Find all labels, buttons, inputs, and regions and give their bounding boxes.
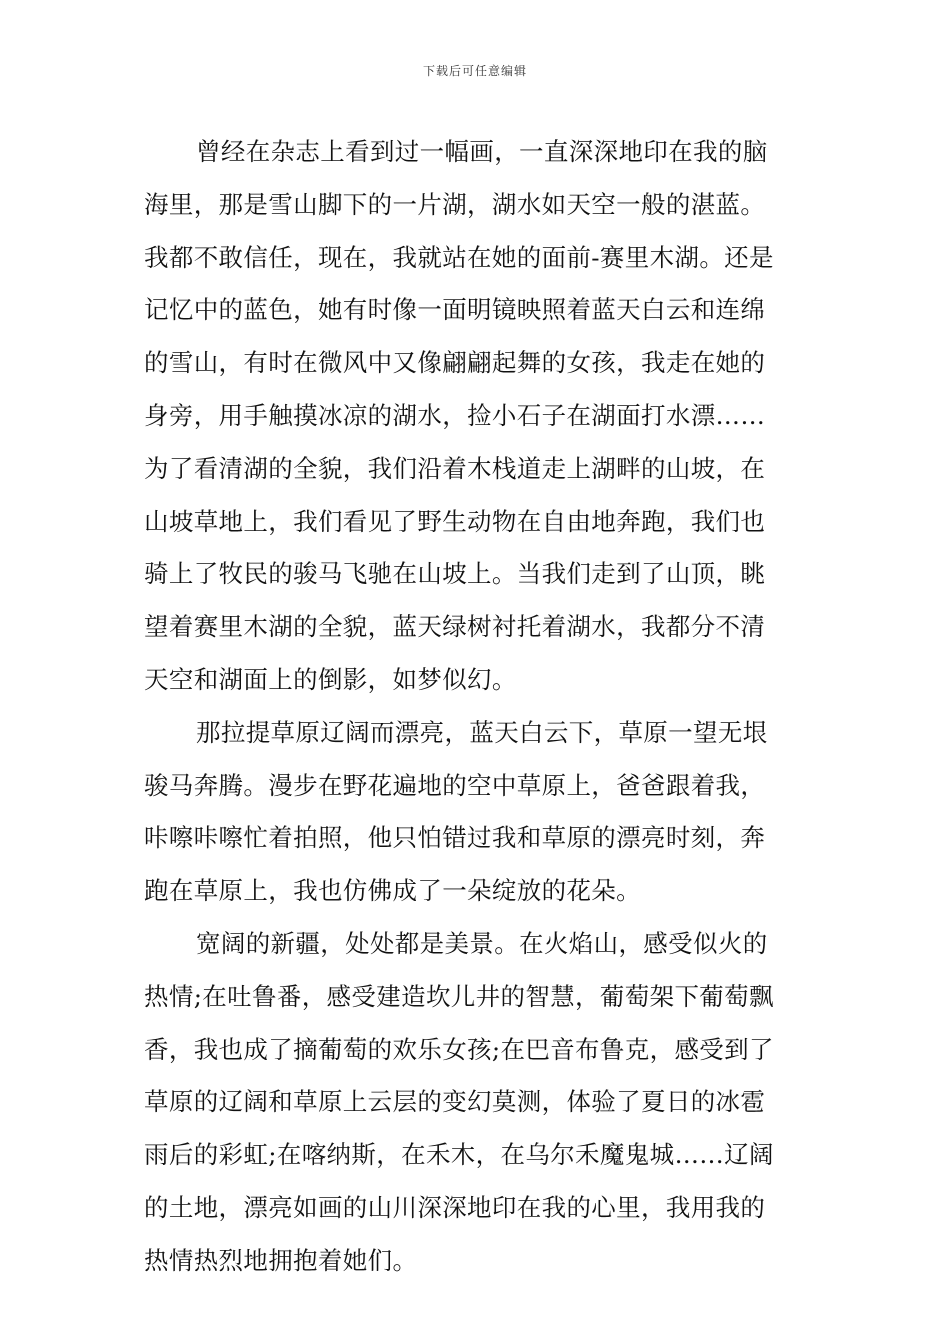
text-line: 跑在草原上，我也仿佛成了一朵绽放的花朵。 [144,876,641,906]
text-line: 天空和湖面上的倒影，如梦似幻。 [144,664,517,694]
paragraph-grassland [144,707,809,918]
paragraph-xinjiang [144,918,809,1288]
header-note: 下载后可任意编辑 [422,64,527,78]
paragraph-lake [144,126,809,707]
text-line: 宽阔的新疆，处处都是美景。在火焰山，感受似火的 [196,928,768,958]
text-line: 的土地，漂亮如画的山川深深地印在我的心里，我用我的 [144,1192,766,1222]
text-line: 望着赛里木湖的全貌，蓝天绿树衬托着湖水，我都分不清 [144,612,766,642]
text-line: 香，我也成了摘葡萄的欢乐女孩;在巴音布鲁克，感受到了 [144,1034,774,1064]
text-line: 咔嚓咔嚓忙着拍照，他只怕错过我和草原的漂亮时刻，奔 [144,823,766,853]
text-line: 热情热烈地拥抱着她们。 [144,1245,418,1275]
text-line: 那拉提草原辽阔而漂亮，蓝天白云下，草原一望无垠 [196,717,768,747]
text-line: 雨后的彩虹;在喀纳斯，在禾木，在乌尔禾魔鬼城……辽阔 [144,1140,774,1170]
text-line: 山坡草地上，我们看见了野生动物在自由地奔跑，我们也 [144,506,766,536]
text-line: 骏马奔腾。漫步在野花遍地的空中草原上，爸爸跟着我， [144,770,766,800]
text-line: 记忆中的蓝色，她有时像一面明镜映照着蓝天白云和连绵 [144,295,766,325]
text-line: 热情;在吐鲁番，感受建造坎儿井的智慧，葡萄架下葡萄飘 [144,981,774,1011]
text-line: 的雪山，有时在微风中又像翩翩起舞的女孩，我走在她的 [144,348,766,378]
text-line: 我都不敢信任，现在，我就站在她的面前-赛里木湖。还是 [144,242,774,272]
article-body [144,126,809,1288]
text-line: 海里，那是雪山脚下的一片湖，湖水如天空一般的湛蓝。 [144,189,766,219]
text-line: 骑上了牧民的骏马飞驰在山坡上。当我们走到了山顶，眺 [144,559,766,589]
text-line: 身旁，用手触摸冰凉的湖水，捡小石子在湖面打水漂…… [144,400,766,430]
text-line: 曾经在杂志上看到过一幅画，一直深深地印在我的脑 [196,137,768,166]
text-line: 草原的辽阔和草原上云层的变幻莫测，体验了夏日的冰雹 [144,1087,766,1117]
text-line: 为了看清湖的全貌，我们沿着木栈道走上湖畔的山坡，在 [144,453,766,483]
